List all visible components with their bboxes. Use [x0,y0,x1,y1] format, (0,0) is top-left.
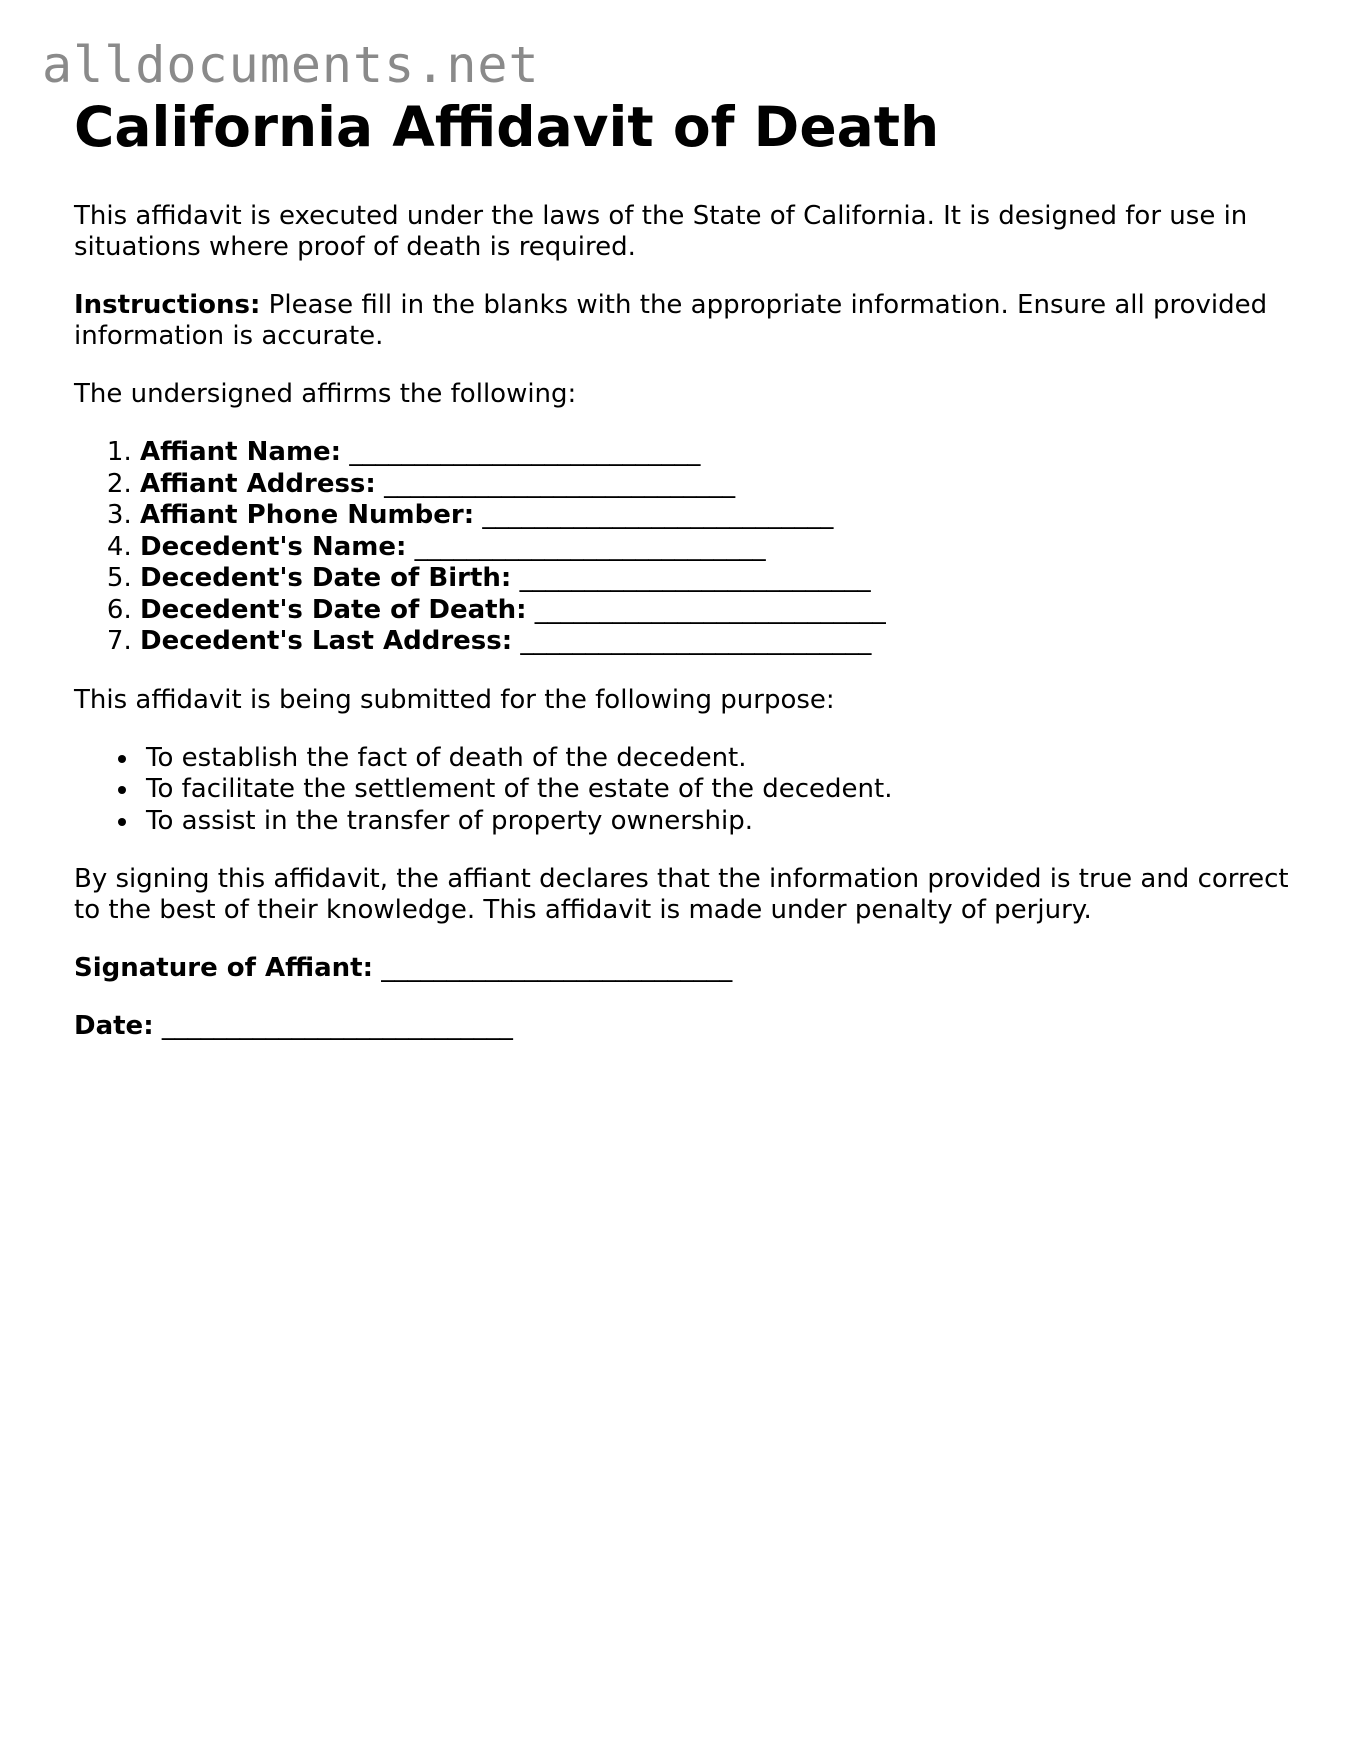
date-blank[interactable]: ___________________________ [161,1011,513,1042]
document-title: California Affidavit of Death [74,95,940,159]
affirms-paragraph: The undersigned affirms the following: [74,379,577,410]
field-label: Affiant Address: [140,468,376,499]
date-label: Date: [74,1011,154,1042]
declaration-paragraph: By signing this affidavit, the affiant declares that the information provided is true and correct to the best of their knowledge. This affidavit is made under penalty of perjury. [74,864,1289,926]
fill-blank[interactable]: ___________________________ [384,468,736,499]
field-label: Decedent's Date of Birth: [140,563,512,594]
purpose-item: • To assist in the transfer of property ownership. [140,806,1294,838]
fill-blank[interactable]: ___________________________ [414,531,766,562]
purpose-item: • To establish the fact of death of the decedent. [140,743,1294,775]
purpose-list [74,743,1294,838]
purpose-paragraph: This affidavit is being submitted for the following purpose: [74,684,835,715]
purpose-item: • To facilitate the settlement of the estate of the decedent. [140,774,1294,806]
field-label: Decedent's Last Address: [140,626,513,657]
field-item-decedent-death [140,595,1294,627]
fill-blank[interactable]: ___________________________ [534,594,886,625]
fill-blank[interactable]: ___________________________ [349,437,701,468]
field-label: Affiant Phone Number: [140,500,475,531]
field-item-affiant-phone [140,500,1294,532]
field-label: Decedent's Date of Death: [140,594,527,625]
field-item-decedent-last-address [140,626,1294,658]
date-line [74,1011,1294,1042]
field-item-affiant-name [140,437,1294,469]
signature-blank[interactable]: ___________________________ [381,953,733,984]
field-list [74,437,1294,658]
field-item-affiant-address [140,469,1294,501]
watermark: alldocuments.net [42,36,540,94]
fill-blank[interactable]: ___________________________ [519,563,871,594]
fill-blank[interactable]: ___________________________ [482,500,834,531]
field-item-decedent-name [140,532,1294,564]
signature-label: Signature of Affiant: [74,953,373,984]
fill-blank[interactable]: ___________________________ [520,626,872,657]
instructions-paragraph [74,290,1294,352]
field-label: Affiant Name: [140,437,342,468]
field-item-decedent-birth [140,563,1294,595]
intro-paragraph: This affidavit is executed under the laws of the State of California. It is designed for use in situations where proof of death is required. [74,201,1248,263]
signature-line [74,953,1294,984]
field-label: Decedent's Name: [140,531,407,562]
instructions-text: Please fill in the blanks with the appropriate information. Ensure all provided information is accurate. [74,290,1268,352]
instructions-label: Instructions: [74,290,261,321]
document-body [74,96,1294,1042]
